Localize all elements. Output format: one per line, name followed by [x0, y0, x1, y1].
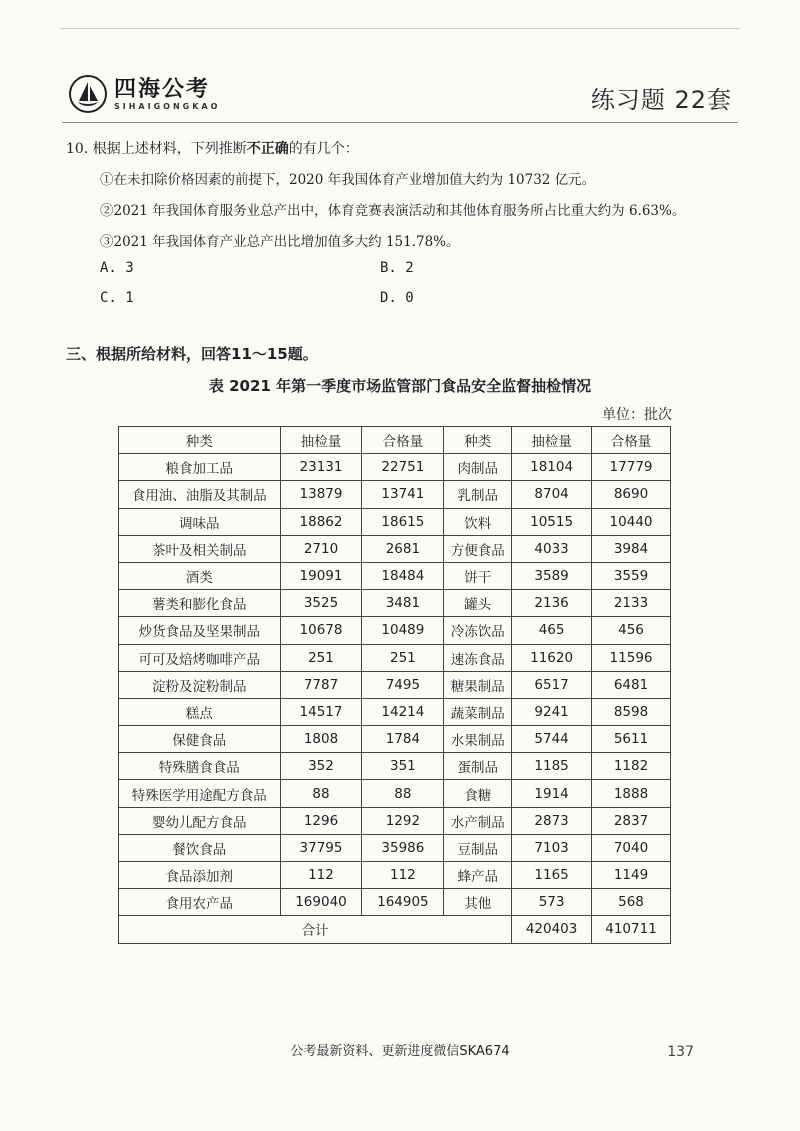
- cell-category-right: 豆制品: [444, 834, 512, 861]
- cell-qualified-left: 251: [362, 644, 444, 671]
- cell-category-right: 蜂产品: [444, 862, 512, 889]
- cell-qualified-left: 2681: [362, 535, 444, 562]
- cell-category-right: 蛋制品: [444, 753, 512, 780]
- total-inspected: 420403: [512, 916, 592, 943]
- cell-inspected-left: 88: [280, 780, 362, 807]
- cell-qualified-left: 18484: [362, 562, 444, 589]
- table-title: 表 2021 年第一季度市场监管部门食品安全监督抽检情况: [208, 377, 592, 395]
- cell-category-right: 蔬菜制品: [444, 698, 512, 725]
- header-rule: [62, 122, 738, 123]
- cell-category-right: 肉制品: [444, 454, 512, 481]
- cell-qualified-right: 8690: [592, 481, 671, 508]
- cell-category-left: 食用农产品: [119, 889, 281, 916]
- cell-qualified-right: 1182: [592, 753, 671, 780]
- cell-inspected-right: 5744: [512, 726, 592, 753]
- cell-category-left: 特殊医学用途配方食品: [119, 780, 281, 807]
- cell-qualified-right: 8598: [592, 698, 671, 725]
- cell-qualified-left: 351: [362, 753, 444, 780]
- footer-note: 公考最新资料、更新进度微信SKA674: [290, 1044, 510, 1059]
- cell-inspected-left: 1808: [280, 726, 362, 753]
- cell-inspected-right: 573: [512, 889, 592, 916]
- cell-qualified-left: 10489: [362, 617, 444, 644]
- cell-qualified-right: 17779: [592, 454, 671, 481]
- table-row: [119, 780, 671, 807]
- cell-category-left: 可可及焙烤咖啡产品: [119, 644, 281, 671]
- question-stem-prefix: 10. 根据上述材料，下列推断: [66, 141, 247, 157]
- cell-category-right: 乳制品: [444, 481, 512, 508]
- header-inspected-left: 抽检量: [280, 427, 362, 454]
- cell-qualified-right: 6481: [592, 671, 671, 698]
- header-category-right: 种类: [444, 427, 512, 454]
- table-row: [119, 753, 671, 780]
- cell-inspected-left: 13879: [280, 481, 362, 508]
- sailboat-logo-icon: [68, 74, 108, 114]
- cell-inspected-left: 14517: [280, 698, 362, 725]
- table-row: [119, 535, 671, 562]
- cell-inspected-left: 2710: [280, 535, 362, 562]
- cell-qualified-right: 11596: [592, 644, 671, 671]
- table-row: [119, 590, 671, 617]
- cell-qualified-left: 14214: [362, 698, 444, 725]
- cell-inspected-right: 2873: [512, 807, 592, 834]
- cell-inspected-left: 18862: [280, 508, 362, 535]
- table-header-row: [119, 427, 671, 454]
- brand-name-en: SIHAIGONGKAO: [114, 101, 221, 111]
- cell-category-left: 炒货食品及坚果制品: [119, 617, 281, 644]
- cell-category-right: 水产制品: [444, 807, 512, 834]
- cell-category-left: 婴幼儿配方食品: [119, 807, 281, 834]
- table-row: [119, 834, 671, 861]
- cell-qualified-left: 112: [362, 862, 444, 889]
- cell-inspected-right: 465: [512, 617, 592, 644]
- cell-category-right: 冷冻饮品: [444, 617, 512, 644]
- option-a[interactable]: A. 3: [100, 260, 134, 276]
- section-heading: 三、根据所给材料，回答11～15题。: [66, 345, 318, 363]
- table-row: [119, 862, 671, 889]
- cell-inspected-left: 3525: [280, 590, 362, 617]
- option-b[interactable]: B. 2: [380, 260, 414, 276]
- top-rule: [60, 28, 740, 29]
- cell-inspected-right: 1185: [512, 753, 592, 780]
- cell-inspected-right: 10515: [512, 508, 592, 535]
- cell-inspected-right: 9241: [512, 698, 592, 725]
- cell-category-left: 保健食品: [119, 726, 281, 753]
- cell-category-right: 罐头: [444, 590, 512, 617]
- table-row: [119, 644, 671, 671]
- cell-category-right: 饼干: [444, 562, 512, 589]
- table-body: [119, 454, 671, 916]
- statement-3: ③2021 年我国体育产业总产出比增加值多大约 151.78%。: [100, 234, 460, 250]
- cell-qualified-right: 3559: [592, 562, 671, 589]
- brand-name-cn: 四海公考: [114, 76, 211, 102]
- page-number: 137: [667, 1044, 694, 1060]
- cell-inspected-left: 10678: [280, 617, 362, 644]
- cell-inspected-right: 6517: [512, 671, 592, 698]
- cell-category-left: 薯类和膨化食品: [119, 590, 281, 617]
- table-row: [119, 726, 671, 753]
- cell-category-right: 其他: [444, 889, 512, 916]
- cell-inspected-right: 4033: [512, 535, 592, 562]
- question-stem-emphasis: 不正确: [246, 141, 289, 157]
- cell-category-right: 速冻食品: [444, 644, 512, 671]
- brand-logo: [68, 74, 220, 114]
- cell-category-left: 淀粉及淀粉制品: [119, 671, 281, 698]
- header-qualified-left: 合格量: [362, 427, 444, 454]
- header-qualified-right: 合格量: [592, 427, 671, 454]
- cell-category-right: 饮料: [444, 508, 512, 535]
- cell-category-left: 食用油、油脂及其制品: [119, 481, 281, 508]
- cell-qualified-right: 1888: [592, 780, 671, 807]
- cell-inspected-left: 1296: [280, 807, 362, 834]
- cell-inspected-left: 37795: [280, 834, 362, 861]
- question-stem-suffix: 的有几个：: [288, 141, 359, 157]
- cell-qualified-right: 5611: [592, 726, 671, 753]
- total-label: 合计: [119, 916, 512, 943]
- cell-category-left: 茶叶及相关制品: [119, 535, 281, 562]
- cell-inspected-left: 112: [280, 862, 362, 889]
- cell-category-left: 特殊膳食食品: [119, 753, 281, 780]
- cell-inspected-right: 7103: [512, 834, 592, 861]
- statement-1: ①在未扣除价格因素的前提下，2020 年我国体育产业增加值大约为 10732 亿元。: [100, 172, 596, 188]
- cell-inspected-right: 18104: [512, 454, 592, 481]
- cell-qualified-right: 7040: [592, 834, 671, 861]
- statement-2: ②2021 年我国体育服务业总产出中，体育竞赛表演活动和其他体育服务所占比重大约为 6.63%。: [100, 203, 686, 219]
- table-row: [119, 889, 671, 916]
- table-row: [119, 671, 671, 698]
- cell-qualified-right: 1149: [592, 862, 671, 889]
- cell-qualified-right: 10440: [592, 508, 671, 535]
- cell-inspected-right: 11620: [512, 644, 592, 671]
- table-row: [119, 807, 671, 834]
- cell-category-left: 粮食加工品: [119, 454, 281, 481]
- cell-inspected-left: 169040: [280, 889, 362, 916]
- cell-qualified-left: 13741: [362, 481, 444, 508]
- cell-qualified-left: 164905: [362, 889, 444, 916]
- cell-category-right: 食糖: [444, 780, 512, 807]
- cell-category-left: 调味品: [119, 508, 281, 535]
- header-inspected-right: 抽检量: [512, 427, 592, 454]
- table-row: [119, 562, 671, 589]
- cell-inspected-right: 1914: [512, 780, 592, 807]
- cell-qualified-left: 7495: [362, 671, 444, 698]
- cell-qualified-left: 18615: [362, 508, 444, 535]
- table-unit: 单位：批次: [602, 407, 672, 423]
- cell-inspected-left: 352: [280, 753, 362, 780]
- cell-qualified-left: 1292: [362, 807, 444, 834]
- table-row: [119, 508, 671, 535]
- cell-category-right: 方便食品: [444, 535, 512, 562]
- cell-qualified-left: 3481: [362, 590, 444, 617]
- exercise-set-title: 练习题 22套: [590, 86, 732, 114]
- cell-qualified-right: 2133: [592, 590, 671, 617]
- cell-category-left: 餐饮食品: [119, 834, 281, 861]
- cell-inspected-left: 23131: [280, 454, 362, 481]
- option-d[interactable]: D. 0: [380, 290, 414, 306]
- cell-qualified-right: 568: [592, 889, 671, 916]
- cell-qualified-left: 1784: [362, 726, 444, 753]
- cell-inspected-right: 2136: [512, 590, 592, 617]
- cell-category-right: 糖果制品: [444, 671, 512, 698]
- cell-qualified-right: 2837: [592, 807, 671, 834]
- cell-qualified-left: 35986: [362, 834, 444, 861]
- cell-category-left: 糕点: [119, 698, 281, 725]
- cell-qualified-right: 3984: [592, 535, 671, 562]
- cell-qualified-right: 456: [592, 617, 671, 644]
- cell-inspected-right: 3589: [512, 562, 592, 589]
- option-c[interactable]: C. 1: [100, 290, 134, 306]
- total-qualified: 410711: [592, 916, 671, 943]
- cell-qualified-left: 88: [362, 780, 444, 807]
- table-row: [119, 454, 671, 481]
- table-row: [119, 617, 671, 644]
- header-category-left: 种类: [119, 427, 281, 454]
- cell-category-left: 酒类: [119, 562, 281, 589]
- cell-qualified-left: 22751: [362, 454, 444, 481]
- cell-inspected-left: 7787: [280, 671, 362, 698]
- cell-category-left: 食品添加剂: [119, 862, 281, 889]
- cell-inspected-right: 1165: [512, 862, 592, 889]
- cell-inspected-left: 251: [280, 644, 362, 671]
- inspection-table: [118, 426, 671, 944]
- table-row: [119, 698, 671, 725]
- table-row: [119, 481, 671, 508]
- table-total-row: [119, 916, 671, 943]
- cell-inspected-right: 8704: [512, 481, 592, 508]
- cell-category-right: 水果制品: [444, 726, 512, 753]
- cell-inspected-left: 19091: [280, 562, 362, 589]
- question-stem: [66, 138, 359, 158]
